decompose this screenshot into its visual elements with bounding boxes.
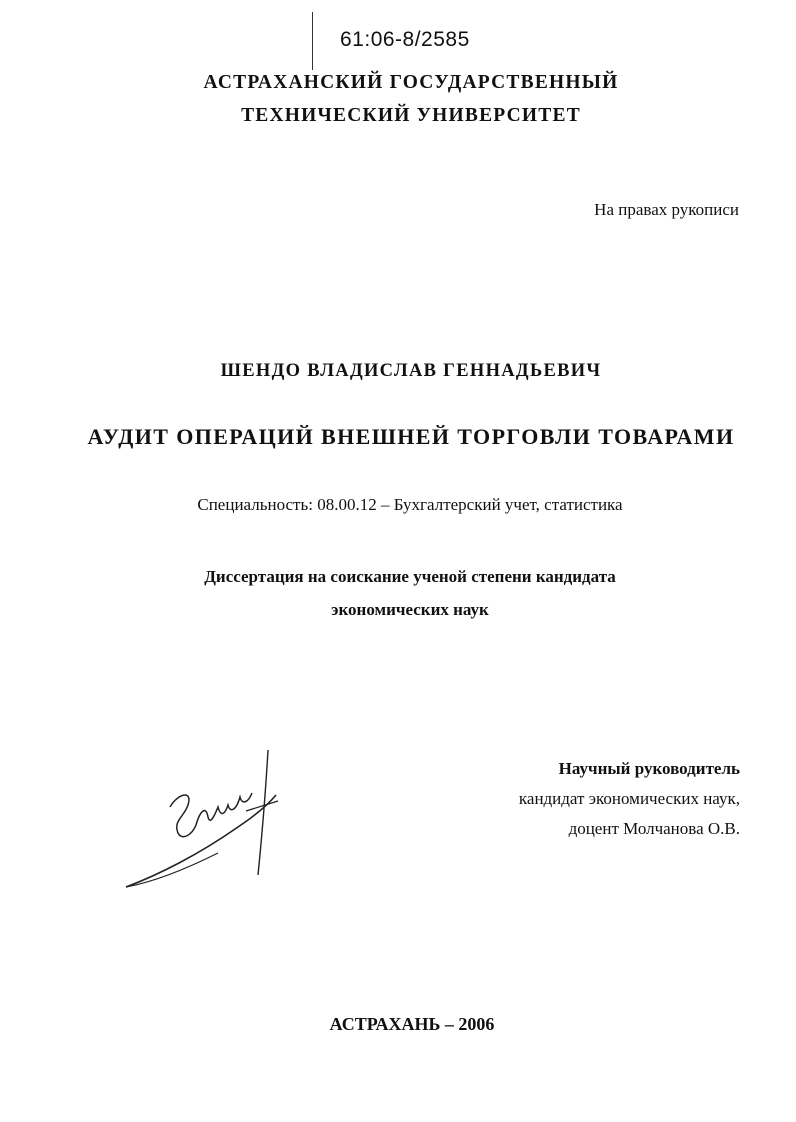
dissertation-title: АУДИТ ОПЕРАЦИЙ ВНЕШНЕЙ ТОРГОВЛИ ТОВАРАМИ <box>87 424 735 449</box>
supervisor-block <box>519 754 740 844</box>
library-stamp-number: 61:06-8/2585 <box>340 28 470 51</box>
supervisor-rank: кандидат экономических наук, <box>518 789 740 808</box>
degree-statement-line-1: Диссертация на соискание ученой степени кандидата <box>204 567 616 586</box>
supervisor-title: Научный руководитель <box>558 759 740 778</box>
city-year: АСТРАХАНЬ – 2006 <box>329 1014 495 1034</box>
author-name: ШЕНДО ВЛАДИСЛАВ ГЕННАДЬЕВИЧ <box>220 361 602 381</box>
stamp-margin-line <box>312 12 313 70</box>
manuscript-rights-note: На правах рукописи <box>594 200 739 219</box>
university-name-line-2: ТЕХНИЧЕСКИЙ УНИВЕРСИТЕТ <box>241 105 581 126</box>
degree-statement <box>0 560 796 626</box>
degree-statement-line-2: экономических наук <box>331 600 489 619</box>
specialty-line: Специальность: 08.00.12 – Бухгалтерский учет, статистика <box>197 495 623 514</box>
university-name <box>0 66 796 132</box>
author-signature <box>118 745 288 895</box>
university-name-line-1: АСТРАХАНСКИЙ ГОСУДАРСТВЕННЫЙ <box>203 72 619 93</box>
signature-text: Шенд <box>118 745 121 746</box>
supervisor-name: доцент Молчанова О.В. <box>568 819 740 838</box>
